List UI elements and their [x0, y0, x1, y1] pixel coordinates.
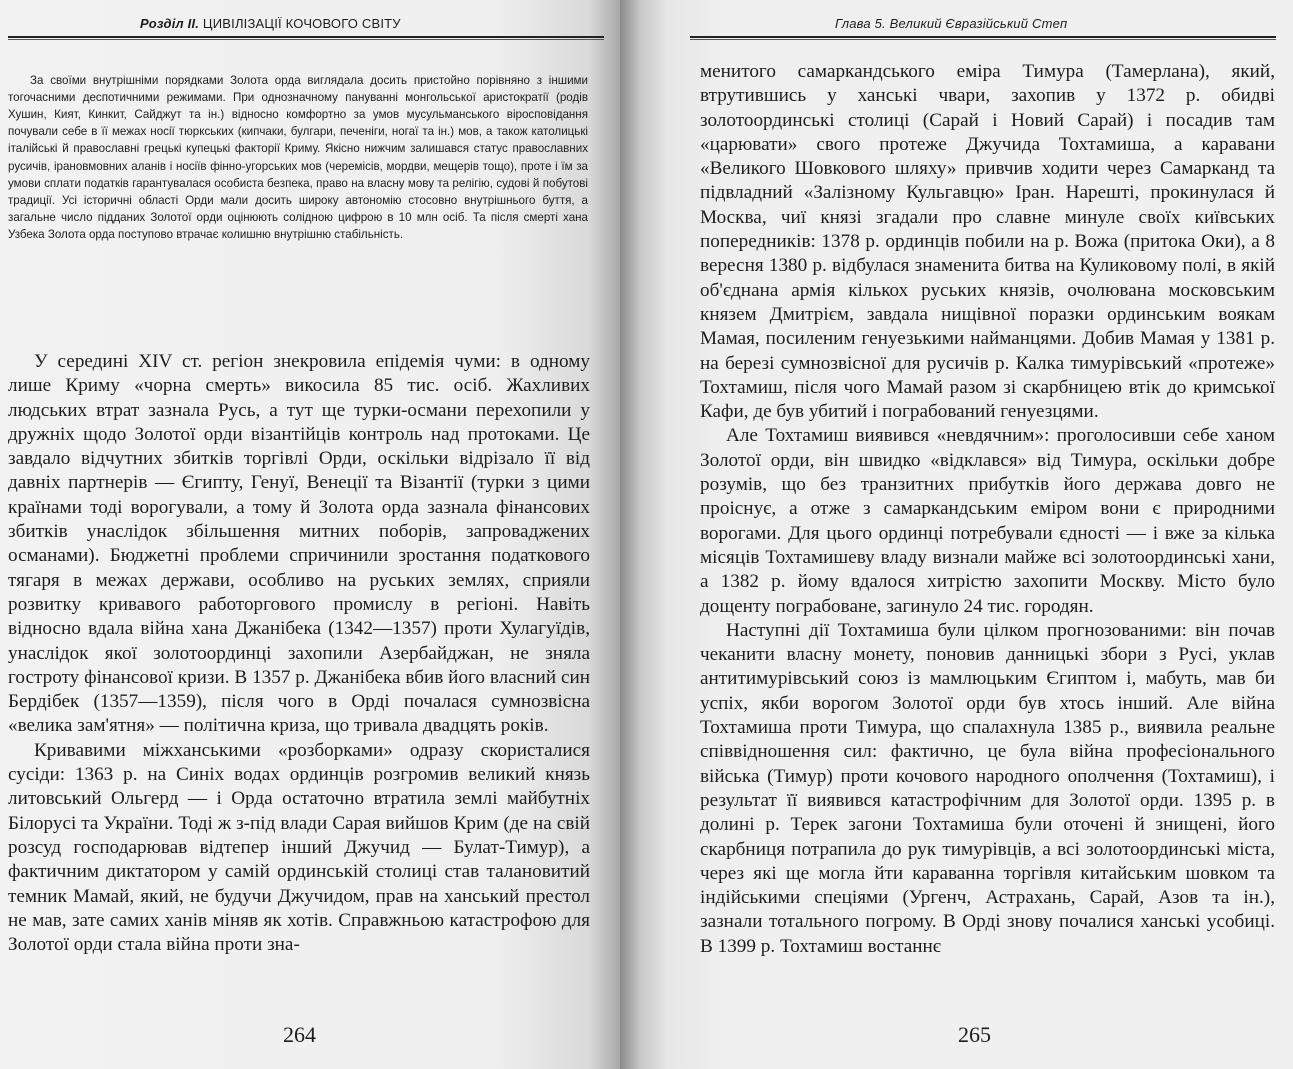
right-body-text — [700, 60, 1275, 959]
running-head-left — [140, 16, 401, 31]
paragraph: Кривавими міжханськими «розборками» одразу скористалися сусіди: 1363 р. на Синіх водах ординців розгромив великий князь литовський Ольгерд — і Орда остаточно втратила землі майбутніх Білорусі та України. Тоді ж з-під влади Сарая вийшов Крим (де на свій розсуд господарював відтепер інший Джучид — Булат-Тимур), а фактичним диктатором у самій ординській столиці став талановитий темник Мамай, який, не будучи Джучидом, прав на ханський престол не мав, зате самих ханів міняв як хотів. Справжньою катастрофою для Золотої орди стала війна проти зна- — [8, 739, 590, 956]
left-page — [0, 0, 620, 1069]
paragraph: Наступні дії Тохтамиша були цілком прогнозованими: він почав чеканити власну монету, поновив данницькі збори з Русі, уклав антитимурівський союз із мамлюцьким Єгиптом і, мабуть, мав би успіх, якби ворогом Золотої орди був хтось інший. Але війна Тохтамиша проти Тимура, що спалахнула 1385 р., виявила реальне співвідношення сил: фактично, це була війна професіонального війська (Тимур) проти кочового народного ополчення (Тохтамиш), і результат її виявився катастрофічним для Золотої орди. 1395 р. в долині р. Терек загони Тохтамиша були оточені й знищені, його скарбниця потрапила до рук тимурівців, а всі золотоординські міста, через які ще могла йти караванна торгівля китайським шовком та індійськими спеціями (Ургенч, Астрахань, Сарай, Азов та ін.), зазнали тотального погрому. В Орді знову почалися ханські усобиці. В 1399 р. Тохтамиш востаннє — [700, 619, 1275, 957]
header-rule — [8, 36, 604, 40]
section-title: ЦИВІЛІЗАЦІЇ КОЧОВОГО СВІТУ — [202, 16, 401, 31]
running-head-right — [835, 16, 1067, 31]
page-number: 264 — [283, 1022, 316, 1047]
chapter-title: Великий Євразійський Степ — [889, 16, 1068, 31]
right-page — [620, 0, 1293, 1069]
paragraph: Але Тохтамиш виявився «невдячним»: проголосивши себе ханом Золотої орди, він швидко «відклався» від Тимура, оскільки добре розумів, що без транзитних прибутків його держава довго не проіснує, а отже з самаркандським еміром вони є природними ворогами. Для цього ординці потребували єдності — і вже за кілька місяців Тохтамишеву владу визнали майже всі золотоординські хани, а 1382 р. йому вдалося хитрістю захопити Москву. Місто було дощенту пограбоване, загинуло 24 тис. городян. — [700, 425, 1275, 617]
paragraph: У середині XIV ст. регіон знекровила епідемія чуми: в одному лише Криму «чорна смерть» викосила 85 тис. осіб. Жахливих людських втрат зазнала Русь, а тут ще турки-османи перехопили у дружніх щодо Золотої орди візантійців контроль над протоками. Це завдало відчутних збитків торгівлі Орди, оскільки відрізало її від давніх партнерів — Єгипту, Генуї, Венеції та Візантії (турки з цими країнами тоді ворогували, а тому й Золота орда зазнала фінансових збитків унаслідок збільшення митних поборів, запроваджених османами). Бюджетні проблеми спричинили зростання податкового тягаря в межах держави, особливо на руських землях, сприяли розвитку кривавого работоргового промислу в регіоні. Навіть відносно вдала війна хана Джанібека (1342—1357) проти Хулагуїдів, унаслідок якої золотоординці захопили Азербайджан, не зняла гостроту фінансової кризи. В 1357 р. Джанібека вбив його власний син Бердібек (1357—1359), після чого в Орді почалася сумнозвісна «велика зам'ятня» — політична криза, що тривала двадцять років. — [8, 351, 590, 737]
left-body-text — [8, 350, 590, 957]
paragraph-continuation: менитого самаркандського еміра Тимура (Тамерлана), який, втрутившись у ханські чвари, захопив у 1372 р. обидві золотоординські столиці (Сарай і Новий Сарай) і посадив там «царювати» свого протеже Джучида Тохтамиша, а каравани «Великого Шовкового шляху» привчив ходити через Самарканд та підвладний «Залізному Кульгавцю» Іран. Нарешті, прокинулася й Москва, чиї князі згадали про славне минуле своїх київських попередників: 1378 р. ординців побили на р. Вожа (притока Оки), а 8 вересня 1380 р. відбулася знаменита битва на Куликовому полі, в якій об'єднана армія кількох руських князів, очолювана московським князем Дмитрієм, завдала нищівної поразки ординським воякам Мамая, посиленим генуезькими найманцями. Добив Мамая у 1381 р. на березі сумнозвісної для русичів р. Калка тимурівський «протеже» Тохтамиш, після чого Мамай разом зі скарбницею втік до кримської Кафи, де був убитий і пограбований генуезцями. — [700, 61, 1275, 423]
small-print-paragraph: За своїми внутрішніми порядками Золота орда виглядала досить пристойно порівняно з іншими тогочасними деспотичними режимами. При однозначному пануванні монгольської аристократії (родів Хушин, Кият, Кинкит, Сайджут та ін.) відносно комфортно за умов мусульманського віросповідання почували себе в її межах носії тюркських (кипчаки, булгари, печеніги, ногаї та ін.) мов, а також католицькі італійські й православні грецькі купецькі факторії Криму. Якісно нижчим залишався статус православних русичів, ірановмовних аланів і носіїв фінно-угорських мов (черемісів, мордви, мещерів тощо), проте і їм за умови сплати податків гарантувалася особиста безпека, право на власну мову та релігію, судові й побутові традиції. Усі історичні області Орди мали досить широку автономію стосовно внутрішнього буття, а загальне число підданих Золотої орди оцінюють солідною цифрою в 10 млн осіб. Та після смерті хана Узбека Золота орда поступово втрачає колишню внутрішню стабільність. — [8, 73, 588, 242]
section-label: Розділ ІІ. — [140, 16, 200, 31]
page-number: 265 — [958, 1022, 991, 1047]
header-rule — [690, 36, 1276, 40]
chapter-label: Глава 5. — [835, 16, 886, 31]
